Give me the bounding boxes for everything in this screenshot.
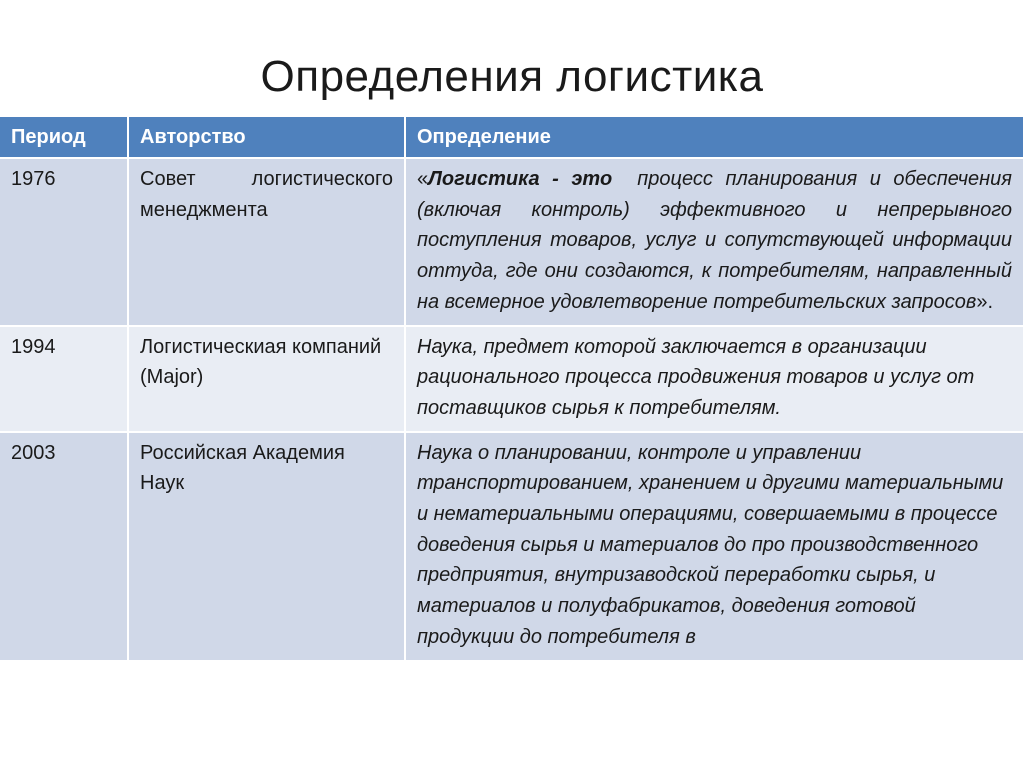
cell-author: Российская Академия Наук: [128, 432, 405, 661]
cell-definition: Наука, предмет которой заключается в организации рационального процесса продвижения товаров и услуг от поставщиков сырья к потребителям.: [405, 326, 1024, 432]
definitions-table: [0, 117, 1024, 662]
cell-author: Логистическиая компаний (Major): [128, 326, 405, 432]
header-author: Авторство: [128, 117, 405, 158]
header-period: Период: [0, 117, 128, 158]
definition-body: процесс планирования и обеспечения (включая контроль) эффективного и непрерывного поступления товаров, услуг и сопутствующей информации оттуда, где они создаются, к потребителям, направленный на всемерное удовлетворение потребительских запросов: [417, 168, 1018, 313]
cell-definition: Наука о планировании, контроле и управлении транспортированием, хранением и другими материальными и нематериальными операциями, совершаемыми в процессе доведения сырья и материалов до про производственного предприятия, внутризаводской переработки сырья, и материалов и полуфабрикатов, доведения готовой продукции до потребителя в: [405, 432, 1024, 661]
table-row: [0, 432, 1024, 661]
header-definition: Определение: [405, 117, 1024, 158]
table-header-row: [0, 117, 1024, 158]
table-row: [0, 326, 1024, 432]
cell-period: 2003: [0, 432, 128, 661]
table-row: [0, 158, 1024, 326]
definition-close-quote: ».: [976, 290, 994, 313]
cell-definition: [405, 158, 1024, 326]
cell-author: Совет логистического менеджмента: [128, 158, 405, 326]
cell-period: 1976: [0, 158, 128, 326]
definition-open-quote: «: [417, 168, 429, 190]
cell-period: 1994: [0, 326, 128, 432]
definition-term: Логистика - это: [428, 168, 613, 190]
slide-title: Определения логистика: [260, 52, 764, 101]
